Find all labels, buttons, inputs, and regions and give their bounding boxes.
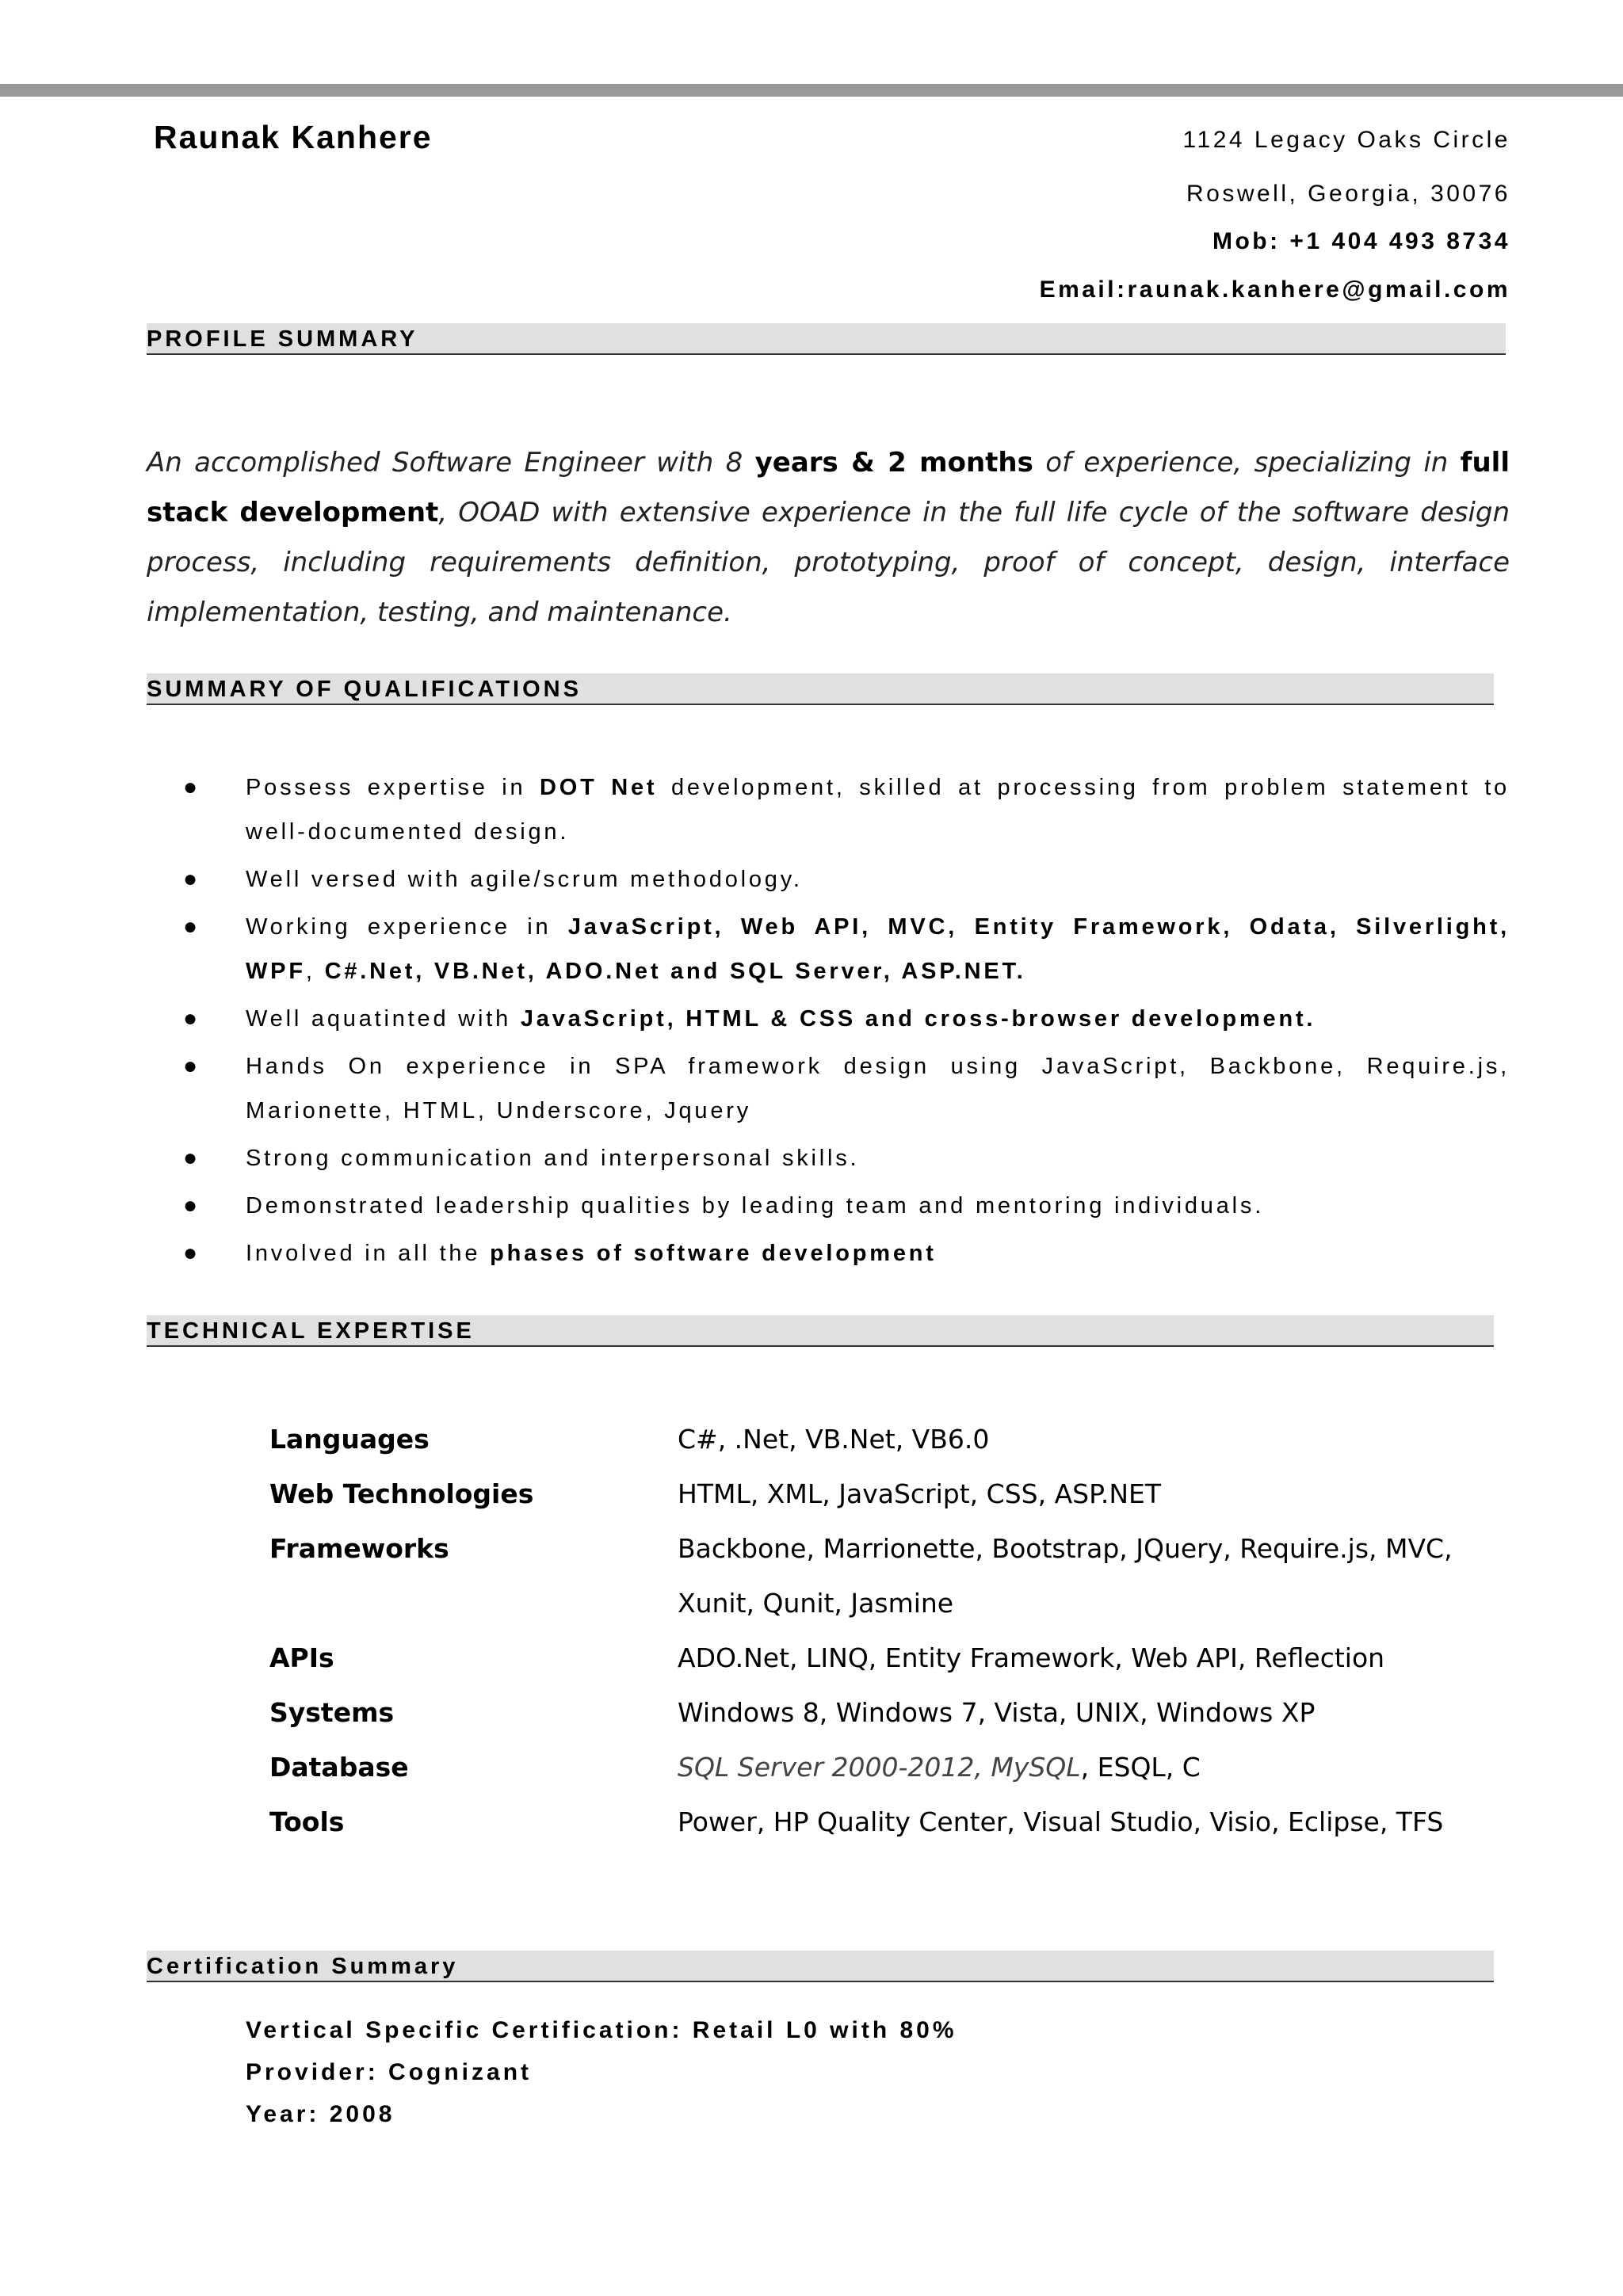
- list-item: ● Possess expertise in DOT Net development, skilled at processing from problem statement to well-documented design.: [147, 765, 1510, 854]
- profile-text-5: , OOAD with extensive experience in the full life cycle of the software design process, including requirements definition, prototyping, proof of concept, design, interface implementation, testing, and maintenance.: [147, 497, 1510, 628]
- row-value: Windows 8, Windows 7, Vista, UNIX, Windows XP: [678, 1697, 1316, 1728]
- row-value: HTML, XML, JavaScript, CSS, ASP.NET: [678, 1478, 1162, 1509]
- profile-text-1: An accomplished Software Engineer with 8: [147, 447, 755, 479]
- list-item: ● Demonstrated leadership qualities by leading team and mentoring individuals.: [147, 1184, 1510, 1228]
- profile-summary-text: [147, 438, 1510, 638]
- list-item: ● Well aquatinted with JavaScript, HTML & CSS and cross-browser development.: [147, 997, 1510, 1041]
- row-value-italic: SQL Server 2000-2012, MySQL: [678, 1752, 1081, 1783]
- qualifications-list: [147, 765, 1510, 1279]
- bullet-icon: ●: [183, 913, 200, 940]
- row-value: Xunit, Qunit, Jasmine: [678, 1588, 954, 1619]
- bullet-icon: ●: [183, 1145, 200, 1171]
- profile-summary-heading: PROFILE SUMMARY: [147, 323, 1506, 355]
- list-item: ● Involved in all the phases of software development: [147, 1231, 1510, 1276]
- qualifications-heading: SUMMARY OF QUALIFICATIONS: [147, 673, 1494, 705]
- list-item: ● Well versed with agile/scrum methodology.: [147, 857, 1510, 902]
- row-value: [678, 1740, 1201, 1794]
- technical-expertise-heading: TECHNICAL EXPERTISE: [147, 1315, 1494, 1347]
- profile-text-2: years & 2 months: [754, 447, 1033, 479]
- list-item: ● Hands On experience in SPA framework design using JavaScript, Backbone, Require.js, Marionette, HTML, Underscore, Jquery: [147, 1044, 1510, 1133]
- top-rule: [0, 84, 1623, 97]
- list-item: ● Strong communication and interpersonal skills.: [147, 1136, 1510, 1180]
- row-label: Database: [269, 1752, 409, 1783]
- row-label: Languages: [269, 1424, 430, 1455]
- certification-heading: Certification Summary: [147, 1951, 1494, 1982]
- mobile-number: Mob: +1 404 493 8734: [1212, 228, 1510, 254]
- email-address: Email:raunak.kanhere@gmail.com: [1039, 277, 1510, 303]
- bullet-icon: ●: [183, 1053, 200, 1079]
- bullet-icon: ●: [183, 1192, 200, 1219]
- bullet-icon: ●: [183, 1240, 200, 1266]
- profile-text-4: full stack development: [147, 447, 1510, 528]
- address-line-2: Roswell, Georgia, 30076: [1186, 181, 1510, 207]
- profile-text-3: of experience, specializing in: [1033, 447, 1461, 479]
- row-label: Tools: [269, 1806, 345, 1837]
- bullet-icon: ●: [183, 1005, 200, 1032]
- row-value: ADO.Net, LINQ, Entity Framework, Web API, Reflection: [678, 1642, 1385, 1673]
- row-value: Backbone, Marrionette, Bootstrap, JQuery, Require.js, MVC,: [678, 1533, 1453, 1564]
- row-label: Systems: [269, 1697, 395, 1728]
- row-value: C#, .Net, VB.Net, VB6.0: [678, 1424, 990, 1455]
- bullet-icon: ●: [183, 866, 200, 892]
- row-label: Web Technologies: [269, 1478, 534, 1509]
- list-item: ● Working experience in JavaScript, Web API, MVC, Entity Framework, Odata, Silverlight, WPF, C#.Net, VB.Net, ADO.Net and SQL Server, ASP.NET.: [147, 905, 1510, 994]
- row-value: Power, HP Quality Center, Visual Studio, Visio, Eclipse, TFS: [678, 1806, 1444, 1837]
- row-label: Frameworks: [269, 1533, 449, 1564]
- certification-name: Vertical Specific Certification: Retail L0 with 80%: [246, 2017, 957, 2043]
- certification-year: Year: 2008: [246, 2101, 395, 2127]
- bullet-icon: ●: [183, 774, 200, 800]
- address-line-1: 1124 Legacy Oaks Circle: [1182, 127, 1510, 153]
- row-label: APIs: [269, 1642, 334, 1673]
- certification-provider: Provider: Cognizant: [246, 2059, 533, 2085]
- candidate-name: Raunak Kanhere: [154, 119, 433, 155]
- row-value-rest: , ESQL, C: [1080, 1752, 1201, 1783]
